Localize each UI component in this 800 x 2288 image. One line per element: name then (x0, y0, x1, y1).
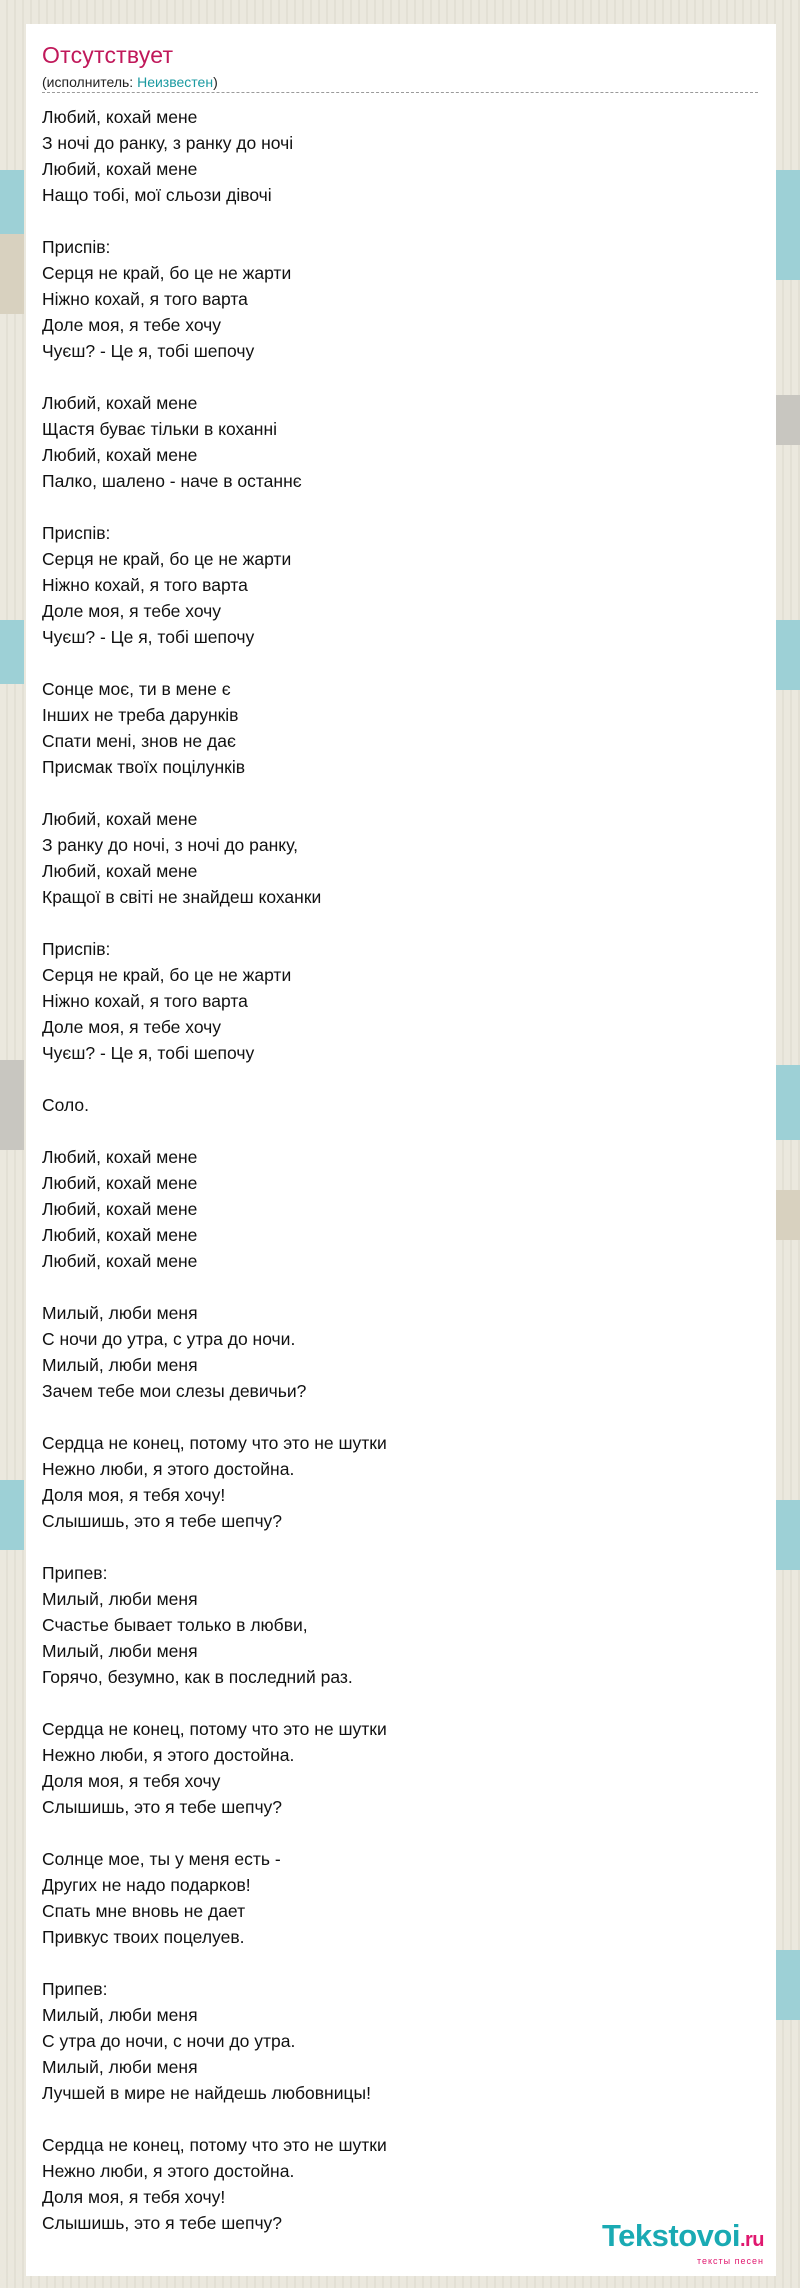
lyric-line: Доля моя, я тебя хочу (42, 1771, 221, 1791)
lyric-line: Спати мені, знов не дає (42, 731, 236, 751)
lyric-line: Любий, кохай мене (42, 1251, 198, 1271)
lyric-line: Милый, люби меня (42, 1355, 198, 1375)
lyric-line: Серця не край, бо це не жарти (42, 549, 292, 569)
lyric-line: Нежно люби, я этого достойна. (42, 2161, 295, 2181)
lyric-line: Сердца не конец, потому что это не шутки (42, 1719, 387, 1739)
left-decorative-band (0, 1480, 24, 1550)
lyric-line (42, 650, 742, 676)
lyric-line: Любий, кохай мене (42, 1199, 198, 1219)
lyric-line: Зачем тебе мои слезы девичьи? (42, 1381, 307, 1401)
lyric-line (42, 1404, 742, 1430)
lyric-line: Доле моя, я тебе хочу (42, 1017, 222, 1037)
logo-dot: . (739, 2229, 745, 2251)
lyric-line: Ніжно кохай, я того варта (42, 289, 248, 309)
lyric-line: Ніжно кохай, я того варта (42, 575, 248, 595)
lyric-line: Присмак твоїх поцілунків (42, 757, 246, 777)
right-decorative-band (776, 1950, 800, 2020)
lyrics-text (42, 104, 742, 2236)
lyric-line (42, 2106, 742, 2132)
lyric-line: Милый, люби меня (42, 2005, 198, 2025)
right-decorative-band (776, 1190, 800, 1240)
lyric-line (42, 1274, 742, 1300)
song-title: Отсутствует (42, 42, 174, 68)
lyric-line (42, 780, 742, 806)
lyric-line: Горячо, безумно, как в последний раз. (42, 1667, 353, 1687)
lyric-line (42, 910, 742, 936)
lyric-line: З ночі до ранку, з ранку до ночі (42, 133, 294, 153)
lyric-line: Любий, кохай мене (42, 1225, 198, 1245)
lyric-line: Доля моя, я тебя хочу! (42, 2187, 226, 2207)
lyric-line (42, 1690, 742, 1716)
logo-tld: ru (745, 2229, 764, 2251)
artist-suffix: ) (213, 74, 218, 90)
lyric-line: Приспів: (42, 939, 111, 959)
lyric-line: Сердца не конец, потому что это не шутки (42, 1433, 387, 1453)
logo-name: Tekstovoi (602, 2218, 740, 2253)
lyric-line: Приспів: (42, 523, 111, 543)
lyric-line: Любий, кохай мене (42, 445, 198, 465)
lyric-line: Милый, люби меня (42, 2057, 198, 2077)
lyrics-panel (26, 24, 776, 2276)
lyric-line: С ночи до утра, с утра до ночи. (42, 1329, 296, 1349)
lyric-line: Кращої в світі не знайдеш коханки (42, 887, 322, 907)
left-decorative-band (0, 170, 24, 234)
right-decorative-band (776, 620, 800, 690)
lyric-line: Припев: (42, 1563, 108, 1583)
lyric-line: Солнце мое, ты у меня есть - (42, 1849, 281, 1869)
lyric-line: Любий, кохай мене (42, 861, 198, 881)
tekstovoi-logo[interactable] (602, 2220, 764, 2266)
right-decorative-band (776, 1500, 800, 1570)
lyric-line: Нежно люби, я этого достойна. (42, 1459, 295, 1479)
lyric-line: Соло. (42, 1095, 89, 1115)
lyric-line (42, 208, 742, 234)
artist-link[interactable]: Неизвестен (137, 74, 214, 90)
logo-tagline: тексты песен (696, 2256, 764, 2266)
lyric-line: З ранку до ночі, з ночі до ранку, (42, 835, 298, 855)
title-separator (42, 92, 758, 93)
artist-prefix: (исполнитель: (42, 74, 138, 90)
lyric-line: Нащо тобі, мої сльози дівочі (42, 185, 272, 205)
lyric-line: Приспів: (42, 237, 111, 257)
right-decorative-band (776, 1065, 800, 1140)
lyric-line: Доле моя, я тебе хочу (42, 315, 222, 335)
lyric-line (42, 494, 742, 520)
lyric-line: Любий, кохай мене (42, 159, 198, 179)
lyric-line: Палко, шалено - наче в останнє (42, 471, 302, 491)
lyric-line: Любий, кохай мене (42, 393, 198, 413)
lyric-line (42, 1534, 742, 1560)
lyric-line: Счастье бывает только в любви, (42, 1615, 308, 1635)
left-decorative-band (0, 1060, 24, 1150)
lyric-line (42, 1950, 742, 1976)
lyric-line: Любий, кохай мене (42, 1173, 198, 1193)
lyric-line: Доле моя, я тебе хочу (42, 601, 222, 621)
lyric-line: Милый, люби меня (42, 1589, 198, 1609)
lyric-line: Любий, кохай мене (42, 1147, 198, 1167)
artist-line (42, 74, 218, 90)
lyric-line: Чуєш? - Це я, тобі шепочу (42, 341, 255, 361)
lyric-line: Чуєш? - Це я, тобі шепочу (42, 1043, 255, 1063)
lyric-line (42, 1820, 742, 1846)
lyric-line: Сонце моє, ти в мене є (42, 679, 231, 699)
lyric-line: Щастя буває тільки в коханні (42, 419, 278, 439)
lyric-line: Спать мне вновь не дает (42, 1901, 246, 1921)
lyric-line: Ніжно кохай, я того варта (42, 991, 248, 1011)
lyric-line (42, 364, 742, 390)
lyric-line: Припев: (42, 1979, 108, 1999)
lyric-line: Інших не треба дарунків (42, 705, 239, 725)
lyric-line: Слышишь, это я тебе шепчу? (42, 1797, 283, 1817)
lyric-line: Лучшей в мире не найдешь любовницы! (42, 2083, 371, 2103)
lyric-line (42, 1066, 742, 1092)
left-decorative-band (0, 620, 24, 684)
lyric-line (42, 1118, 742, 1144)
lyric-line: Любий, кохай мене (42, 809, 198, 829)
lyric-line: Нежно люби, я этого достойна. (42, 1745, 295, 1765)
right-decorative-band (776, 170, 800, 280)
lyric-line: Слышишь, это я тебе шепчу? (42, 1511, 283, 1531)
lyric-line: Милый, люби меня (42, 1303, 198, 1323)
lyric-line: Чуєш? - Це я, тобі шепочу (42, 627, 255, 647)
left-decorative-band (0, 234, 24, 314)
lyric-line: С утра до ночи, с ночи до утра. (42, 2031, 296, 2051)
lyric-line: Серця не край, бо це не жарти (42, 263, 292, 283)
lyric-line: Других не надо подарков! (42, 1875, 251, 1895)
lyric-line: Любий, кохай мене (42, 107, 198, 127)
lyric-line: Милый, люби меня (42, 1641, 198, 1661)
lyric-line: Серця не край, бо це не жарти (42, 965, 292, 985)
right-decorative-band (776, 395, 800, 445)
lyric-line: Слышишь, это я тебе шепчу? (42, 2213, 283, 2233)
lyric-line: Привкус твоих поцелуев. (42, 1927, 245, 1947)
lyric-line: Доля моя, я тебя хочу! (42, 1485, 226, 1505)
lyric-line: Сердца не конец, потому что это не шутки (42, 2135, 387, 2155)
